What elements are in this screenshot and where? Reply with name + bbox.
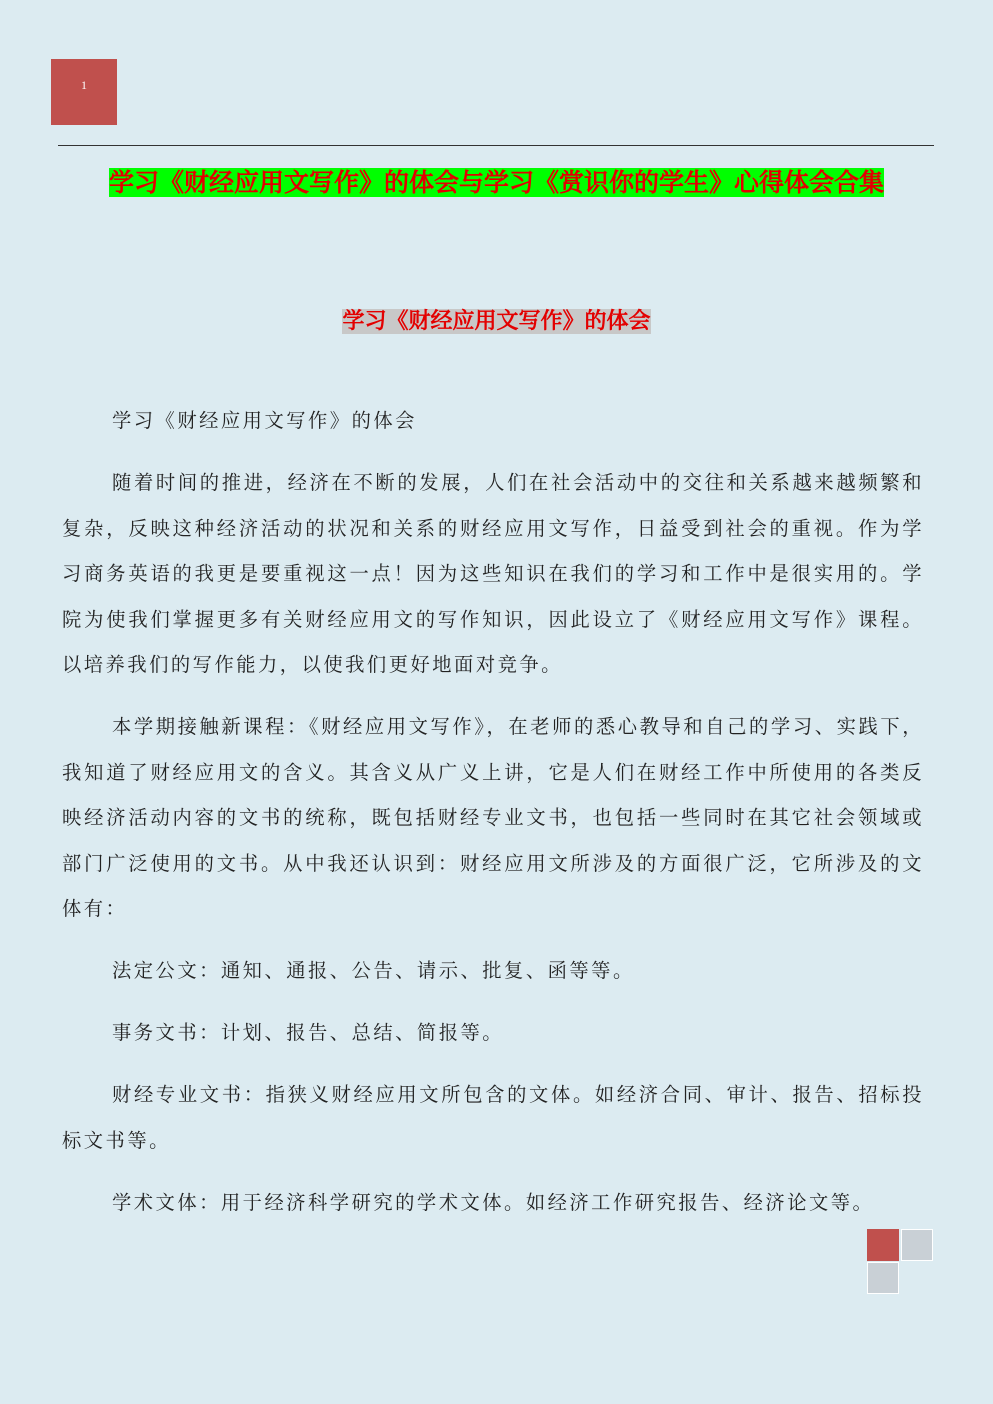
paragraph: 本学期接触新课程：《财经应用文写作》，在老师的悉心教导和自己的学习、实践下，我知道了财经应用文的含义。其含义从广义上讲，它是人们在财经工作中所使用的各类反映经济活动内容的文书的统称，既包括财经专业文书，也包括一些同时在其它社会领域或部门广泛使用的文书。从中我还认识到：财经应用文所涉及的方面很广泛，它所涉及的文体有： <box>62 715 924 920</box>
paragraph: 学术文体：用于经济科学研究的学术文体。如经济工作研究报告、经济论文等。 <box>112 1190 875 1214</box>
paragraph: 事务文书：计划、报告、总结、简报等。 <box>112 1021 505 1044</box>
corner-decoration-square-gray <box>901 1229 933 1261</box>
paragraph: 财经专业文书：指狭义财经应用文所包含的文体。如经济合同、审计、报告、招标投标文书等。 <box>62 1083 924 1152</box>
corner-decoration-square-gray <box>867 1262 899 1294</box>
paragraph: 随着时间的推进，经济在不断的发展，人们在社会活动中的交往和关系越来越频繁和复杂，反映这种经济活动的状况和关系的财经应用文写作，日益受到社会的重视。作为学习商务英语的我更是要重视这一点！因为这些知识在我们的学习和工作中是很实用的。学院为使我们掌握更多有关财经应用文的写作知识，因此设立了《财经应用文写作》课程。以培养我们的写作能力，以使我们更好地面对竞争。 <box>62 471 924 676</box>
header-divider <box>58 145 934 146</box>
section-title <box>60 304 933 340</box>
page-number-badge <box>51 59 117 125</box>
section-title-text: 学习《财经应用文写作》的体会 <box>342 309 651 334</box>
document-title-text: 学习《财经应用文写作》的体会与学习《赏识你的学生》心得体会合集 <box>108 168 884 197</box>
page-number: 1 <box>81 78 87 92</box>
paragraph: 法定公文：通知、通报、公告、请示、批复、函等等。 <box>112 959 635 982</box>
paragraph: 学习《财经应用文写作》的体会 <box>112 409 417 432</box>
corner-decoration-square-red <box>867 1229 899 1261</box>
document-title <box>60 164 933 202</box>
document-body <box>62 398 924 1242</box>
